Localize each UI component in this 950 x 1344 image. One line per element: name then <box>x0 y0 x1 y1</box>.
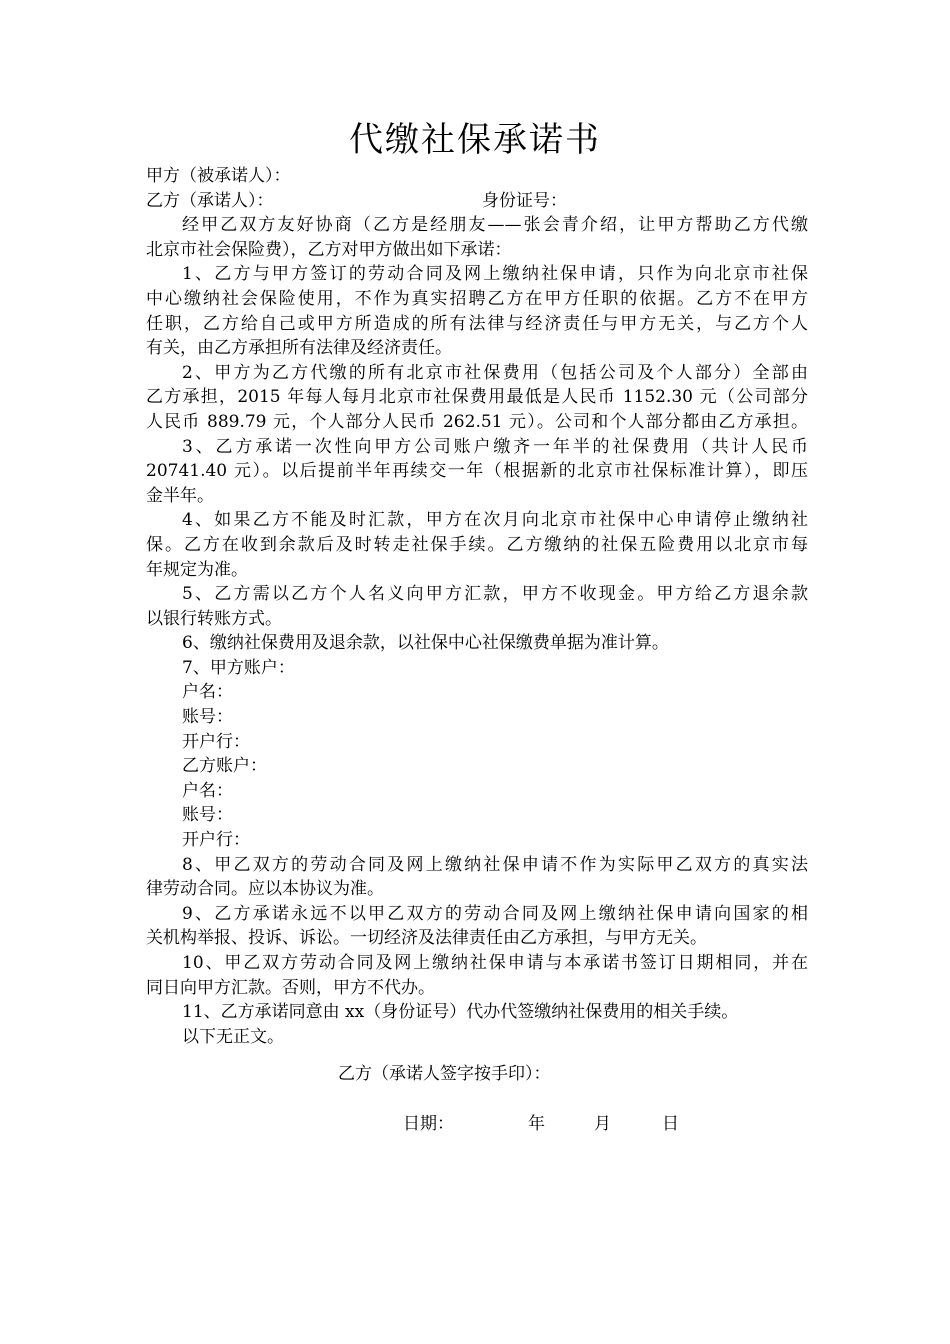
date-month: 月 <box>594 1114 611 1134</box>
clause-1 <box>146 262 808 360</box>
account-a-name: 户名： <box>182 682 233 703</box>
paragraph-line: 20741.40 元）。以后提前半年再续交一年（根据新的北京市社保标准计算），即压 <box>146 461 808 482</box>
paragraph-line: 关机构举报、投诉、诉讼。一切经济及法律责任由乙方承担，与甲方无关。 <box>146 928 707 949</box>
paragraph-line: 经甲乙双方友好协商（乙方是经朋友——张会青介绍，让甲方帮助乙方代缴 <box>182 215 808 236</box>
paragraph-line: 10、甲乙双方劳动合同及网上缴纳社保申请与本承诺书签订日期相同，并在 <box>182 953 808 973</box>
account-a-bank: 开户行： <box>182 731 250 752</box>
paragraph-line: 保。乙方在收到余款后及时转走社保手续。乙方缴纳的社保五险费用以北京市每 <box>146 534 808 555</box>
paragraph-line: 任职，乙方给自己或甲方所造成的所有法律与经济责任与甲方无关，与乙方个人 <box>146 313 808 334</box>
paragraph-line: 北京市社会保险费），乙方对甲方做出如下承诺： <box>146 239 512 260</box>
clause-7: 7、甲方账户： <box>182 657 295 678</box>
clause-2 <box>146 361 808 435</box>
paragraph-line: 以银行转账方式。 <box>146 608 282 629</box>
clause-5 <box>146 582 808 631</box>
account-b-bank: 开户行： <box>182 830 250 851</box>
clause-4 <box>146 508 808 582</box>
paragraph-line: 乙方承担，2015 年每人每月北京市社保费用最低是人民币 1152.30 元（公司部分 <box>146 387 808 408</box>
clause-6: 6、缴纳社保费用及退余款，以社保中心社保缴费单据为准计算。 <box>182 633 669 654</box>
account-b-label: 乙方账户： <box>182 756 267 777</box>
intro-paragraph <box>146 213 808 262</box>
party-a-line: 甲方（被承诺人）： <box>146 166 291 186</box>
paragraph-line: 年规定为准。 <box>146 559 248 580</box>
signature-label: 乙方（承诺人签字按手印）： <box>338 1064 551 1084</box>
account-a <box>146 680 808 754</box>
clause-11: 11、乙方承诺同意由 xx（身份证号）代办代签缴纳社保费用的相关手续。 <box>182 1002 739 1023</box>
paragraph-line: 律劳动合同。应以本协议为准。 <box>146 879 384 900</box>
paragraph-line: 同日向甲方汇款。否则，甲方不代办。 <box>146 977 435 998</box>
paragraph-line: 8、甲乙双方的劳动合同及网上缴纳社保申请不作为实际甲乙双方的真实法 <box>182 854 808 875</box>
paragraph-line: 9、乙方承诺永远不以甲乙双方的劳动合同及网上缴纳社保申请向国家的相 <box>182 903 808 924</box>
paragraph-line: 3、乙方承诺一次性向甲方公司账户缴齐一年半的社保费用（共计人民币 <box>182 436 808 457</box>
paragraph-line: 4、如果乙方不能及时汇款，甲方在次月向北京市社保中心申请停止缴纳社 <box>182 510 808 531</box>
party-b-row <box>146 189 808 214</box>
clause-8 <box>146 853 808 902</box>
paragraph-line: 中心缴纳社会保险使用，不作为真实招聘乙方在甲方任职的依据。乙方不在甲方 <box>146 288 808 309</box>
paragraph-line: 1、乙方与甲方签订的劳动合同及网上缴纳社保申请，只作为向北京市社保 <box>182 264 808 285</box>
document-title: 代缴社保承诺书 <box>349 120 601 160</box>
account-a-number: 账号： <box>182 707 233 728</box>
paragraph-line: 2、甲方为乙方代缴的所有北京市社保费用（包括公司及个人部分）全部由 <box>182 362 808 383</box>
clause-3 <box>146 435 808 509</box>
date-day: 日 <box>662 1114 679 1134</box>
paragraph-line: 金半年。 <box>146 485 214 506</box>
document-body <box>146 164 808 1049</box>
date-year: 年 <box>528 1114 545 1134</box>
id-number-label: 身份证号： <box>482 190 567 211</box>
account-b <box>146 779 808 853</box>
clause-9 <box>146 902 808 951</box>
account-b-number: 账号： <box>182 805 233 826</box>
paragraph-line: 人民币 889.79 元，个人部分人民币 262.51 元）。公司和个人部分都由乙方承担。 <box>146 411 808 432</box>
clause-10 <box>146 951 808 1000</box>
account-b-name: 户名： <box>182 780 233 801</box>
end-note: 以下无正文。 <box>182 1026 284 1047</box>
paragraph-line: 有关，由乙方承担所有法律及经济责任。 <box>146 338 452 359</box>
paragraph-line: 5、乙方需以乙方个人名义向甲方汇款，甲方不收现金。甲方给乙方退余款 <box>182 584 808 605</box>
party-b-label: 乙方（承诺人）： <box>146 190 274 211</box>
date-label: 日期： <box>403 1114 454 1134</box>
